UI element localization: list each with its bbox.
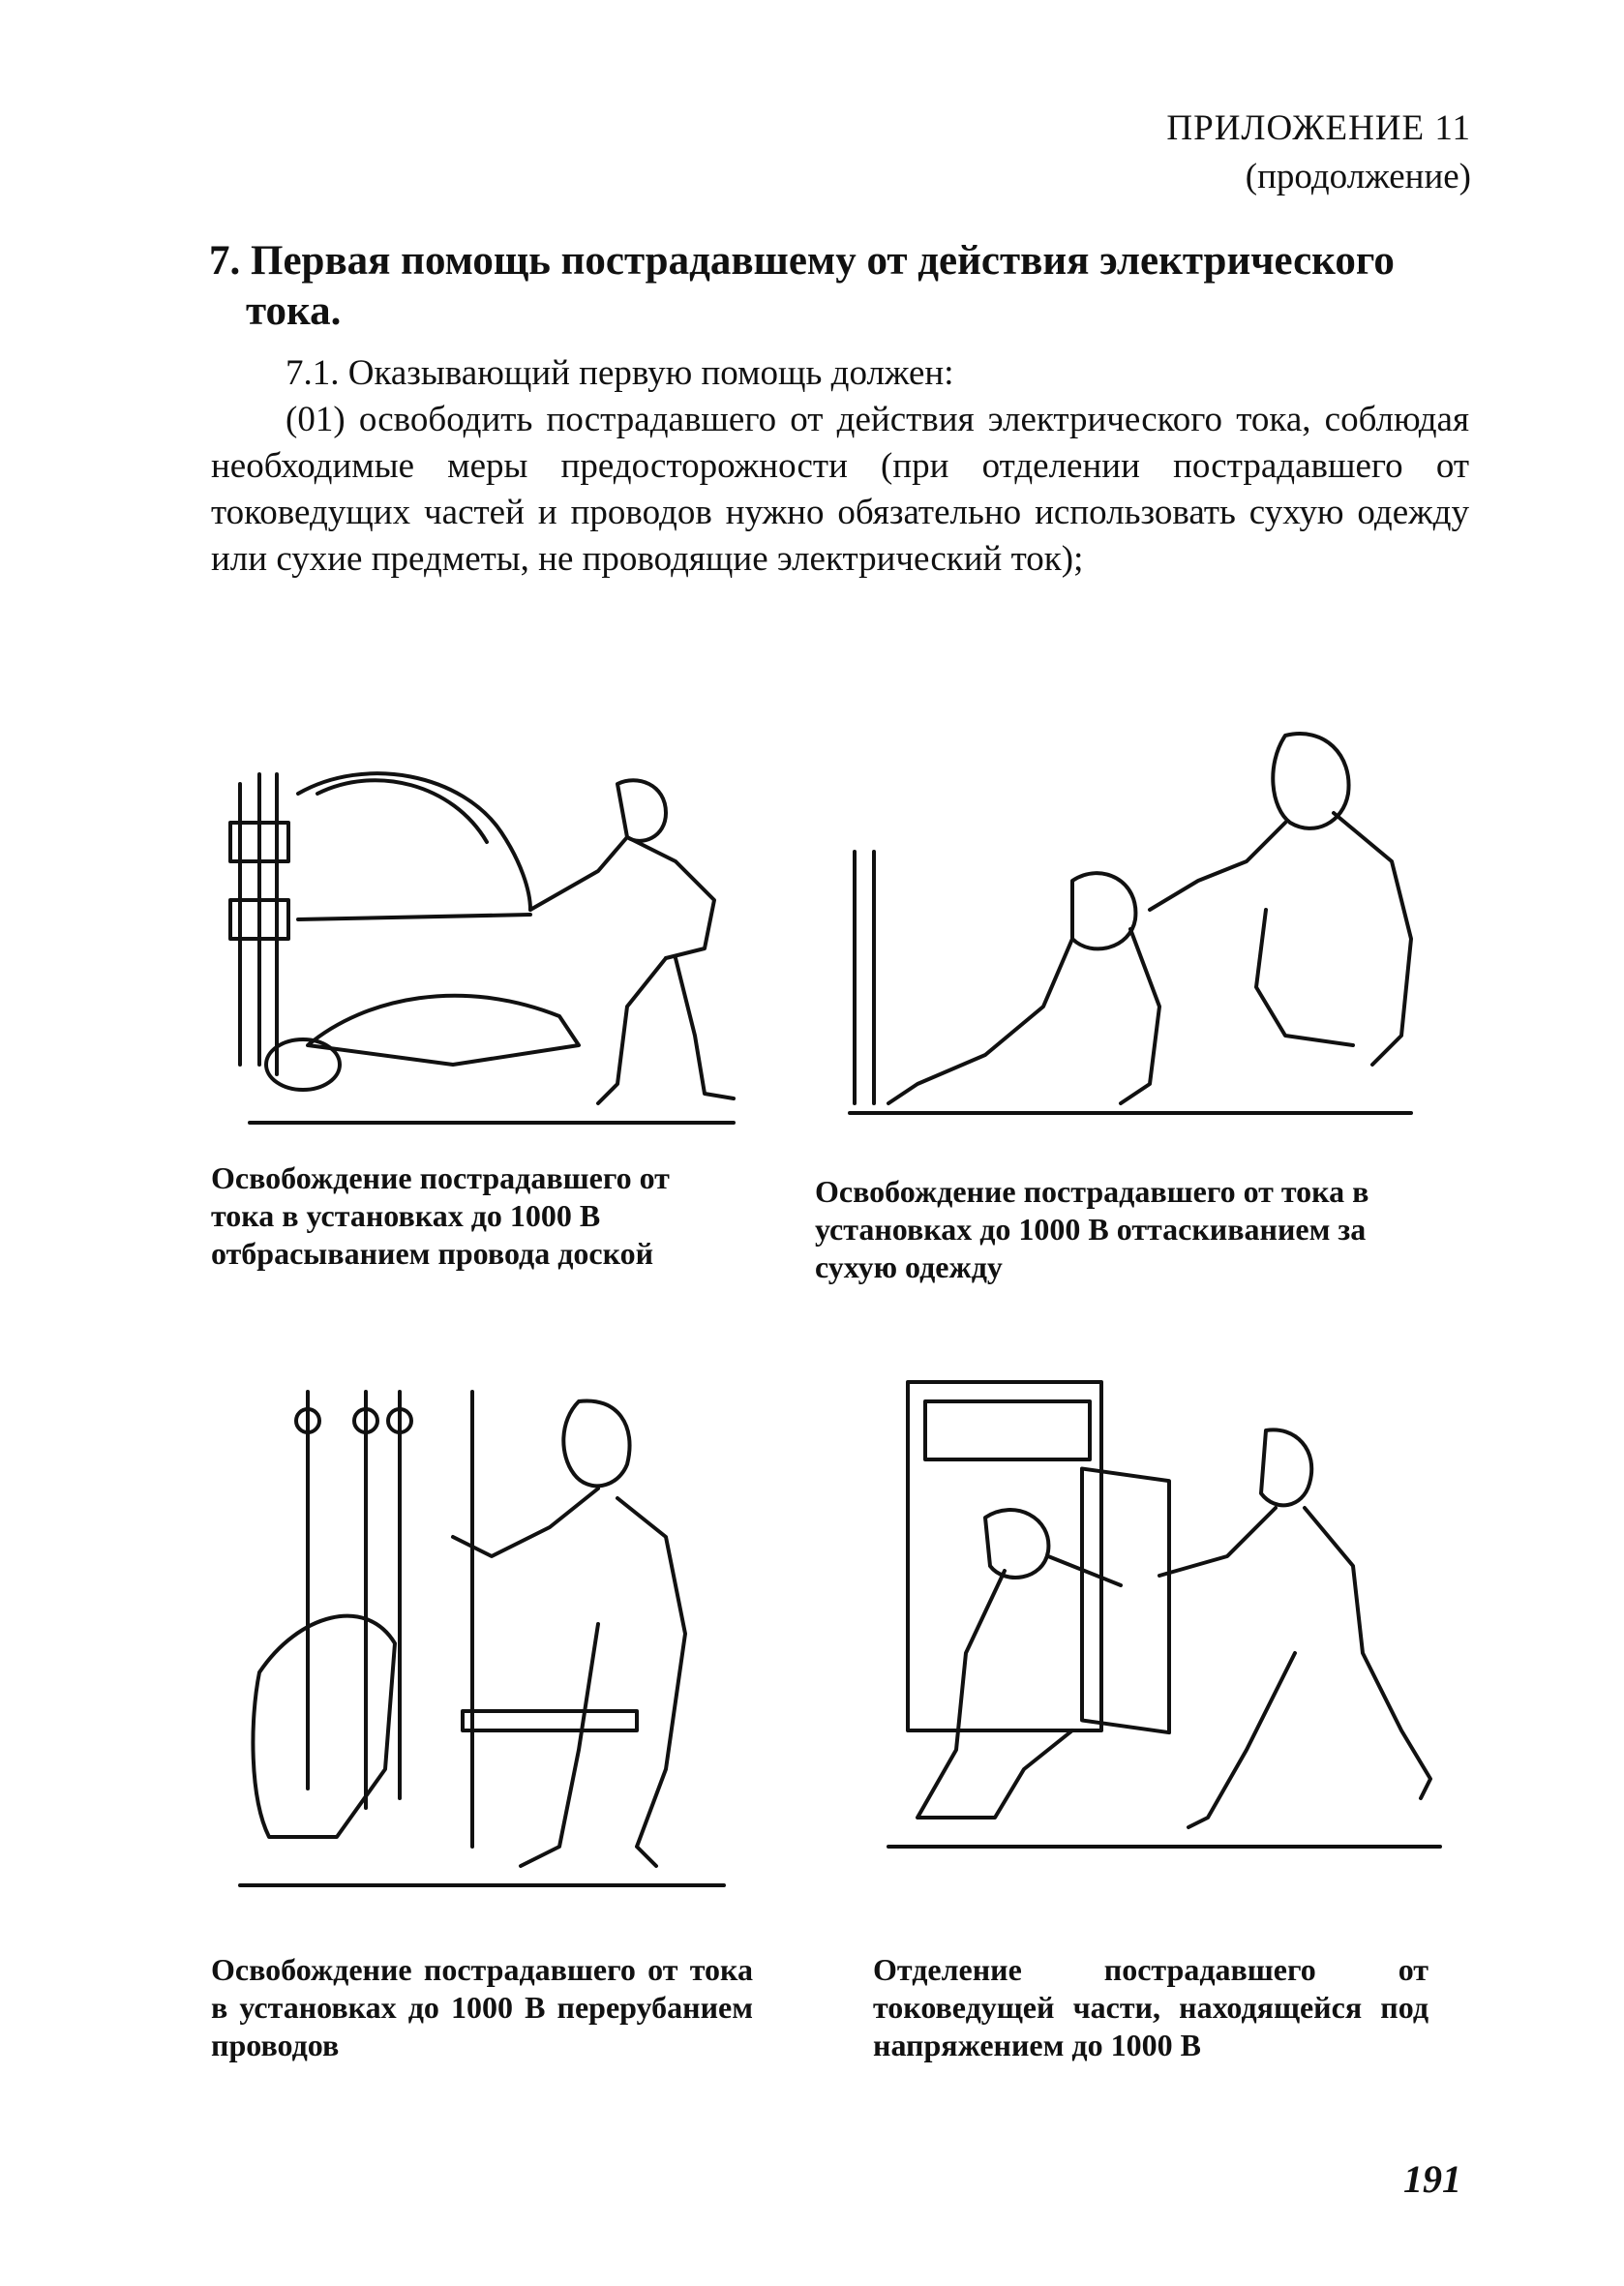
caption-figure-3: Освобождение пострадавшего от тока в установках до 1000 В перерубанием проводов [211,1952,753,2062]
paragraph-01: (01) освободить пострадавшего от действия электрического тока, соблюдая необходимые меры предосторожности (при отделении пострадавшего от токоведущих частей и проводов нужно обязательно использовать сухую одежду или сухие предметы, не проводящие электрический ток); [211,400,1469,579]
caption-figure-1: Освобождение пострадавшего от тока в установках до 1000 В отбрасыванием провода доской [211,1160,670,1271]
figure-pulling-by-clothing [830,716,1430,1142]
caption-figure-4: Отделение пострадавшего от токоведущей части, находящейся под напряжением до 1000 В [873,1952,1429,2062]
section-body [211,350,1469,583]
caption-figure-2: Освобождение пострадавшего от тока в установках до 1000 В оттаскиванием за сухую одежду [815,1174,1369,1284]
section-title [209,236,1467,337]
appendix-header [1166,105,1471,201]
page-number: 191 [1403,2157,1461,2201]
section-title-line2: тока. [246,288,342,334]
appendix-label: ПРИЛОЖЕНИЕ 11 [1166,108,1471,148]
figure-board-throwing-wire [211,755,763,1142]
appendix-sublabel: (продолжение) [1245,157,1471,196]
section-title-line1: 7. Первая помощь пострадавшему от действия электрического [209,238,1395,284]
figure-cutting-wires [230,1382,734,1905]
paragraph-7-1: 7.1. Оказывающий первую помощь должен: [286,353,954,393]
figure-separating-from-live-part [879,1363,1450,1905]
